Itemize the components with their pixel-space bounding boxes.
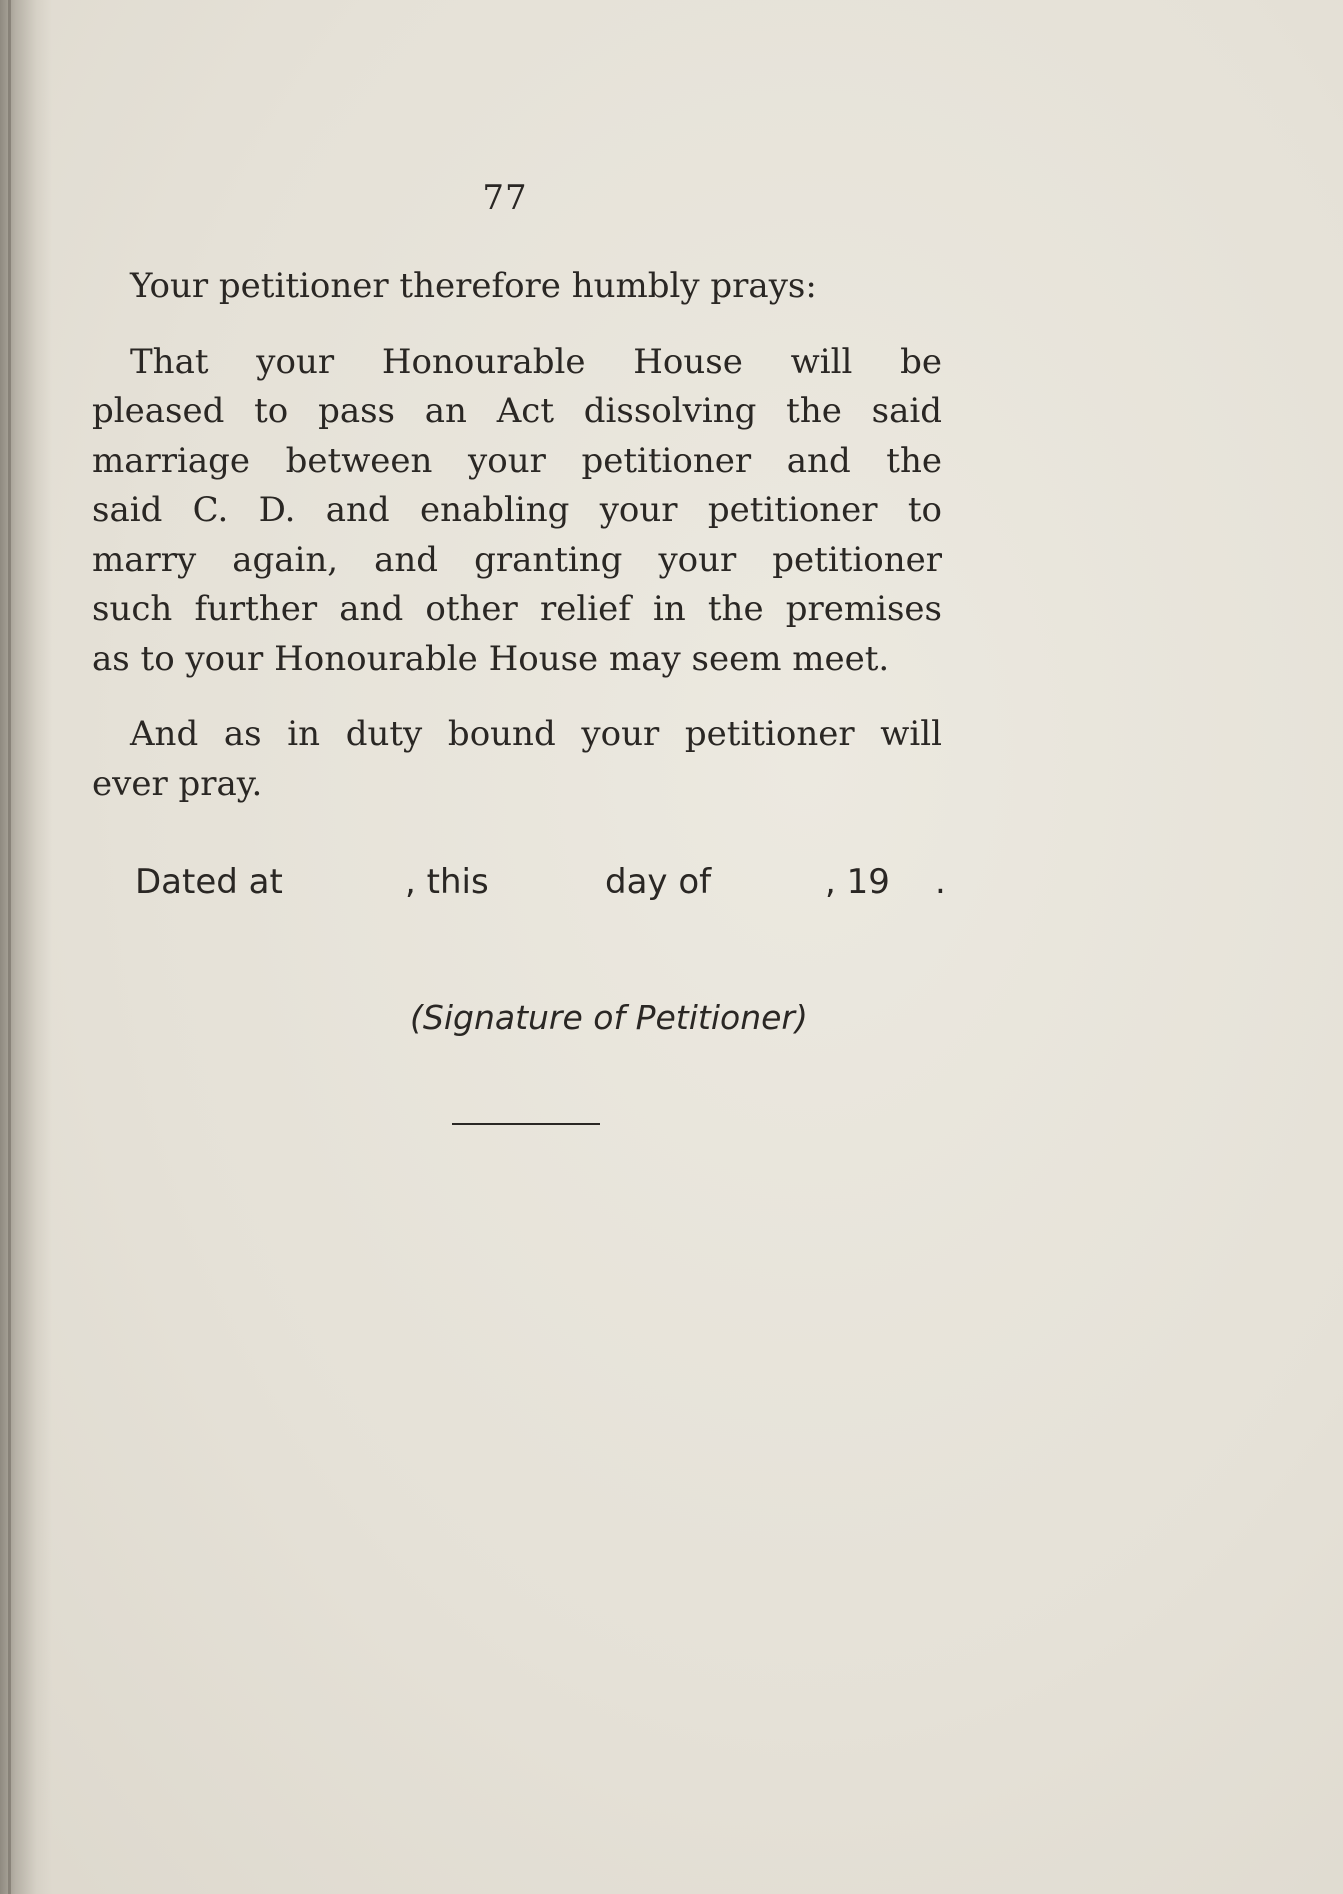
petition-body: [92, 262, 942, 809]
prayer-line: That your Honourable House will be: [130, 341, 942, 382]
prayer-line: pleased to pass an Act dissolving the said: [92, 391, 942, 431]
year-label: , 19: [825, 862, 890, 902]
dated-end-period: .: [935, 862, 946, 902]
dated-line: [135, 862, 955, 912]
dated-at-label: Dated at: [135, 862, 283, 902]
day-of-label: day of: [605, 862, 712, 902]
signature-label: (Signature of Petitioner): [410, 998, 808, 1037]
this-label: , this: [405, 862, 489, 902]
paragraph-gap: [92, 684, 942, 710]
section-divider: [452, 1123, 600, 1125]
prayer-line: said C. D. and enabling your petitioner to: [92, 490, 942, 530]
paragraph-gap: [92, 312, 942, 338]
prayer-line: marriage between your petitioner and the: [92, 440, 942, 481]
prayer-intro: Your petitioner therefore humbly prays:: [130, 266, 817, 306]
prayer-line: such further and other relief in the premises: [92, 589, 942, 629]
page-number: 77: [482, 178, 528, 218]
binding-edge: [8, 0, 11, 1894]
closing-line: And as in duty bound your petitioner will: [130, 714, 942, 754]
closing-line: ever pray.: [92, 763, 263, 804]
prayer-line: marry again, and granting your petitioner: [92, 539, 942, 580]
prayer-line: as to your Honourable House may seem meet.: [92, 638, 890, 679]
